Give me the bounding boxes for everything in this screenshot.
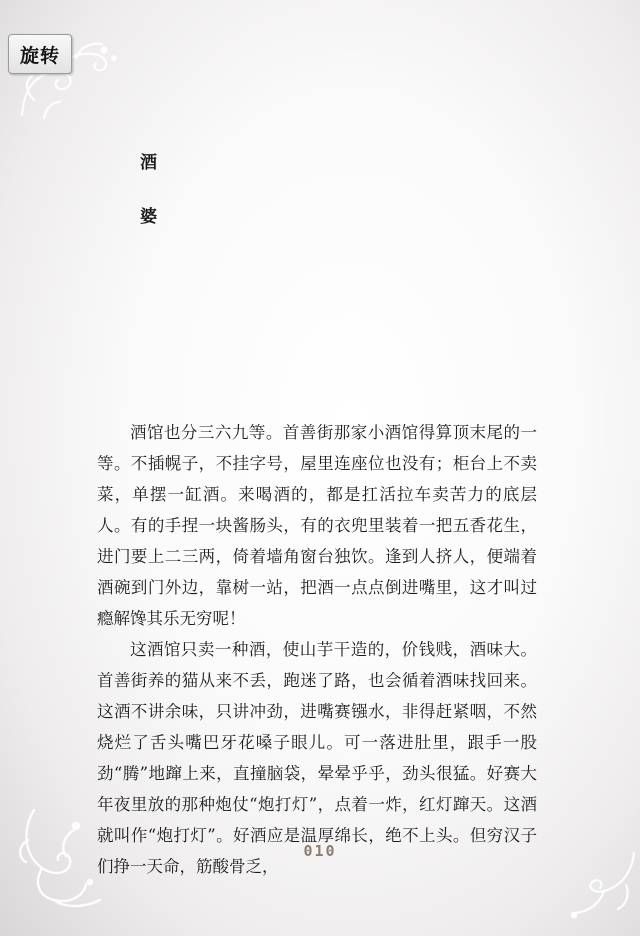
body-text [97,417,537,882]
page-number: 010 [303,842,337,860]
title-char-2: 婆 [140,207,157,227]
paragraph: 酒馆也分三六九等。首善街那家小酒馆得算顶末尾的一等。不插幌子，不挂字号，屋里连座位也没有；柜台上不卖菜，单摆一缸酒。来喝酒的，都是扛活拉车卖苦力的底层人。有的手捏一块酱肠头，有的衣兜里装着一把五香花生，进门要上二三两，倚着墙角窗台独饮。逢到人挤人，便端着酒碗到门外边，靠树一站，把酒一点点倒进嘴里，这才叫过瘾解馋其乐无穷呢！ [97,423,537,628]
rotate-button[interactable]: 旋转 [8,34,72,74]
title-char-1: 酒 [140,153,157,173]
paragraph: 这酒馆只卖一种酒，使山芋干造的，价钱贱，酒味大。首善街养的猫从来不丢，跑迷了路，也会循着酒味找回来。这酒不讲余味，只讲冲劲，进嘴赛镪水，非得赶紧咽，不然烧烂了舌头嘴巴牙花嗓子眼儿。可一落进肚里，跟手一股劲“腾”地蹿上来，直撞脑袋，晕晕乎乎，劲头很猛。好赛大年夜里放的那种炮仗“炮打灯”，点着一炸，红灯蹿天。这酒就叫作“炮打灯”。好酒应是温厚绵长，绝不上头。但穷汉子们挣一天命，筋酸骨乏， [97,640,537,876]
